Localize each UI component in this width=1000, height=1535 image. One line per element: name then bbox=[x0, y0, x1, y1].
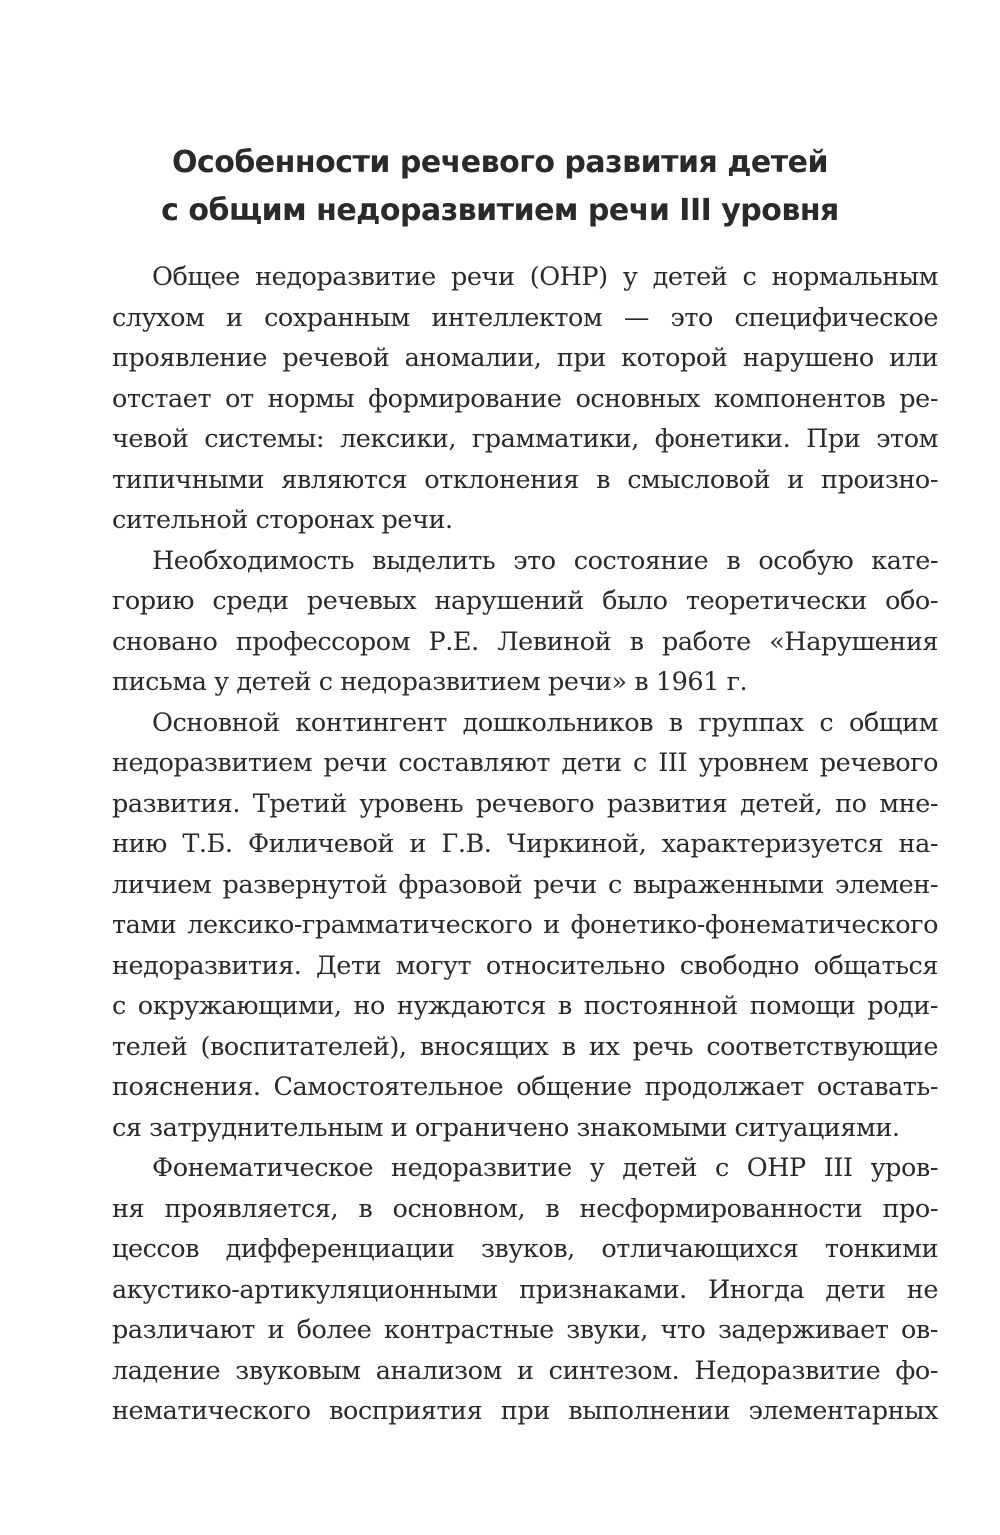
text-line: типичными являются отклонения в смысловой и произно- bbox=[112, 464, 938, 495]
text-line: нию Т.Б. Филичевой и Г.В. Чиркиной, характеризуется на- bbox=[112, 829, 938, 859]
text-line: тами лексико-грамматического и фонетико-фонематического bbox=[112, 910, 938, 940]
paragraph-4 bbox=[112, 1148, 938, 1432]
text-line: отстает от нормы формирование основных компонентов ре- bbox=[112, 383, 938, 414]
text-line: сительной сторонах речи. bbox=[112, 505, 453, 535]
title-line-1: Особенности речевого развития детей bbox=[171, 145, 829, 180]
body-text bbox=[112, 257, 938, 1432]
text-line: сновано профессором Р.Е. Левиной в работе «Нарушения bbox=[112, 626, 938, 657]
text-line: различают и более контрастные звуки, что задерживает ов- bbox=[112, 1315, 938, 1345]
text-line: проявление речевой аномалии, при которой нарушено или bbox=[112, 343, 938, 373]
text-line: телей (воспитателей), вносящих в их речь соответствующие bbox=[112, 1031, 938, 1062]
text-line: ся затруднительным и ограничено знакомыми ситуациями. bbox=[112, 1112, 900, 1143]
text-line: горию среди речевых нарушений было теоретически обо- bbox=[112, 586, 938, 616]
text-line: ладение звуковым анализом и синтезом. Недоразвитие фо- bbox=[112, 1355, 938, 1386]
text-line: недоразвитием речи составляют дети с III уровнем речевого bbox=[112, 748, 938, 778]
text-line: личием развернутой фразовой речи с выраженными элемен- bbox=[112, 869, 938, 900]
text-line: развития. Третий уровень речевого развития детей, по мне- bbox=[112, 788, 938, 819]
text-line: Фонематическое недоразвитие у детей с ОНР III уров- bbox=[152, 1153, 938, 1183]
title-line-2: с общим недоразвитием речи III уровня bbox=[161, 193, 839, 228]
text-line: недоразвития. Дети могут относительно свободно общаться bbox=[112, 950, 938, 981]
page-title bbox=[60, 139, 940, 235]
text-line: письма у детей с недоразвитием речи» в 1961 г. bbox=[112, 667, 748, 697]
paragraph-1 bbox=[112, 257, 938, 541]
text-line: нематического восприятия при выполнении элементарных bbox=[112, 1396, 938, 1426]
text-line: Общее недоразвитие речи (ОНР) у детей с нормальным bbox=[152, 262, 938, 292]
text-line: чевой системы: лексики, грамматики, фонетики. При этом bbox=[112, 424, 938, 454]
paragraph-2 bbox=[112, 541, 938, 703]
text-line: Необходимость выделить это состояние в особую кате- bbox=[152, 545, 938, 576]
text-line: с окружающими, но нуждаются в постоянной помощи роди- bbox=[112, 991, 938, 1021]
text-line: пояснения. Самостоятельное общение продолжает оставать- bbox=[112, 1072, 938, 1102]
text-line: акустико-артикуляционными признаками. Иногда дети не bbox=[112, 1274, 938, 1305]
text-line: Основной контингент дошкольников в группах с общим bbox=[152, 707, 938, 738]
text-line: слухом и сохранным интеллектом — это специфическое bbox=[112, 302, 938, 333]
text-line: ня проявляется, в основном, в несформированности про- bbox=[112, 1193, 938, 1224]
text-line: цессов дифференциации звуков, отличающихся тонкими bbox=[112, 1234, 938, 1264]
paragraph-3 bbox=[112, 703, 938, 1149]
